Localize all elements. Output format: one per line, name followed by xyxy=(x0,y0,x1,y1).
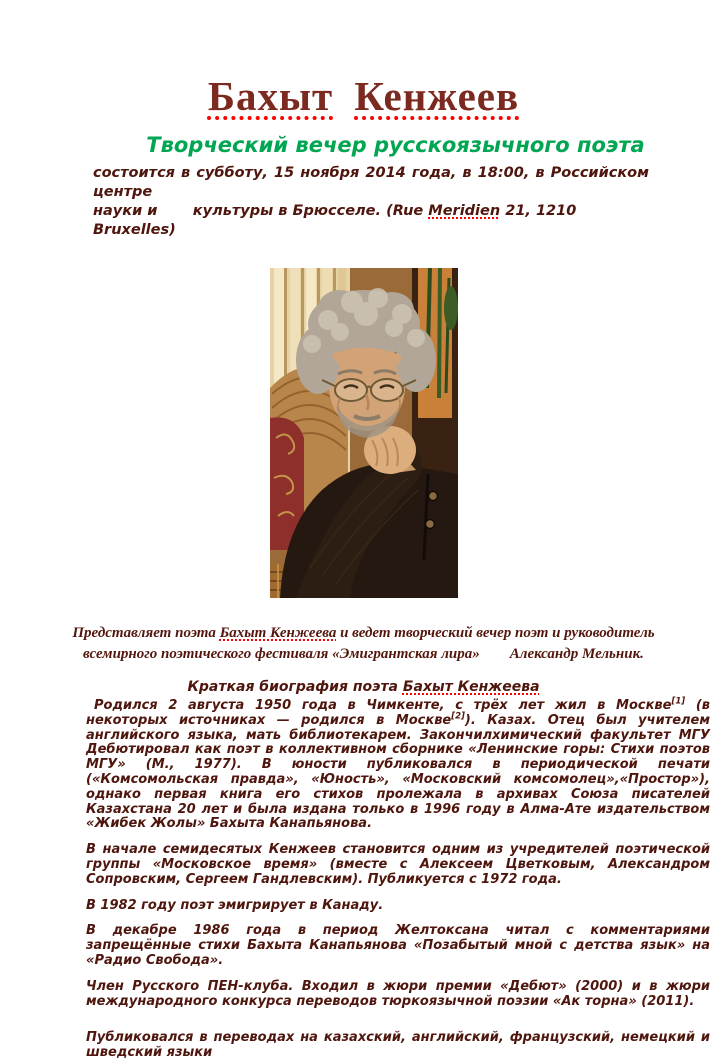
intro-paragraph xyxy=(50,623,677,665)
event-details-line-2-text: науки и культуры в Брюсселе. (Rue xyxy=(93,203,429,219)
title-word-first: Бахыт xyxy=(207,73,334,119)
street-name-underlined: Meridien xyxy=(428,203,501,219)
intro-line-1-rest: и ведет творческий вечер поэт и руководитель xyxy=(336,625,655,641)
event-details-line-2 xyxy=(93,202,649,240)
event-subtitle: Творческий вечер русскоязычного поэта xyxy=(146,133,645,157)
footnote-ref-2: [2] xyxy=(451,711,465,722)
page-title xyxy=(0,0,727,120)
bio-heading-text: Краткая биография поэта xyxy=(187,679,403,695)
bio-heading xyxy=(20,678,707,697)
bio-p1-text-2: (в некоторых источниках — родился в Москве xyxy=(86,698,710,728)
biography xyxy=(86,696,710,1061)
poet-name-underlined: Бахыт Кенжеева xyxy=(219,625,337,641)
title-word-last: Кенжеев xyxy=(354,73,520,119)
intro-line-2: всемирного поэтического фестиваля «Эмигрантская лира» Александр Мельник. xyxy=(83,646,644,662)
bio-paragraph-3: В 1982 году поэт эмигрирует в Канаду. xyxy=(86,897,384,913)
event-details-line-1: состоится в субботу, 15 ноября 2014 года, в 18:00, в Российском центре xyxy=(93,165,649,200)
event-details xyxy=(93,164,649,240)
bio-p1-text-1: Родился 2 августа 1950 года в Чимкенте, с трёх лет жил в Москве xyxy=(94,698,672,713)
footnote-ref-1: [1] xyxy=(671,696,686,707)
bio-paragraph-4: В декабре 1986 года в период Желтоксана читал с комментариями запрещённые стихи Бахыта Канапьянова «Позабытый мной с детства язык» на «Радио Свобода». xyxy=(86,923,710,968)
bio-heading-poet-name: Бахыт Кенжеева xyxy=(402,679,540,695)
bio-paragraph-5: Член Русского ПЕН-клуба. Входил в жюри премии «Дебют» (2000) и в жюри международного конкурса переводов тюркоязычной поэзии «Ак торна» (2011). xyxy=(86,978,710,1009)
bio-paragraph-2: В начале семидесятых Кенжеев становится одним из учредителей поэтической группы «Московское время» (вместе с Алексеем Цветковым, Александром Сопровским, Сергеем Гандлевским). Публикуется с 1972 года. xyxy=(86,842,710,887)
bio-paragraph-1 xyxy=(86,696,710,832)
intro-line-1-text: Представляет поэта xyxy=(72,625,220,641)
intro-line-1 xyxy=(50,623,677,644)
event-details-line-2-rest: 21, 1210 Bruxelles) xyxy=(93,203,582,238)
bio-paragraph-6: Публиковался в переводах на казахский, английский, французский, немецкий и шведский языки xyxy=(86,1030,710,1061)
bio-p1-text-3: ). Казах. Отец был учителем английского языка, мать библиотекарем. Закончилхимический факультет МГУ Дебютировал как поэт в коллективном сборнике «Ленинские горы: Стихи поэтов МГУ» (М., 1977). В юности публиковался в периодической печати («Комсомольская правда», «Юность», «Московский комсомолец»,«Простор»), однако первая книга его стихов пролежала в архивах Союза писателей Казахстана 20 лет и была издана только в 1996 году в Алма-Ате издательством «Жибек Жолы» Бахыта Канапьянова. xyxy=(86,712,710,832)
poet-photo xyxy=(270,268,458,598)
poet-photo-illustration xyxy=(270,268,458,598)
